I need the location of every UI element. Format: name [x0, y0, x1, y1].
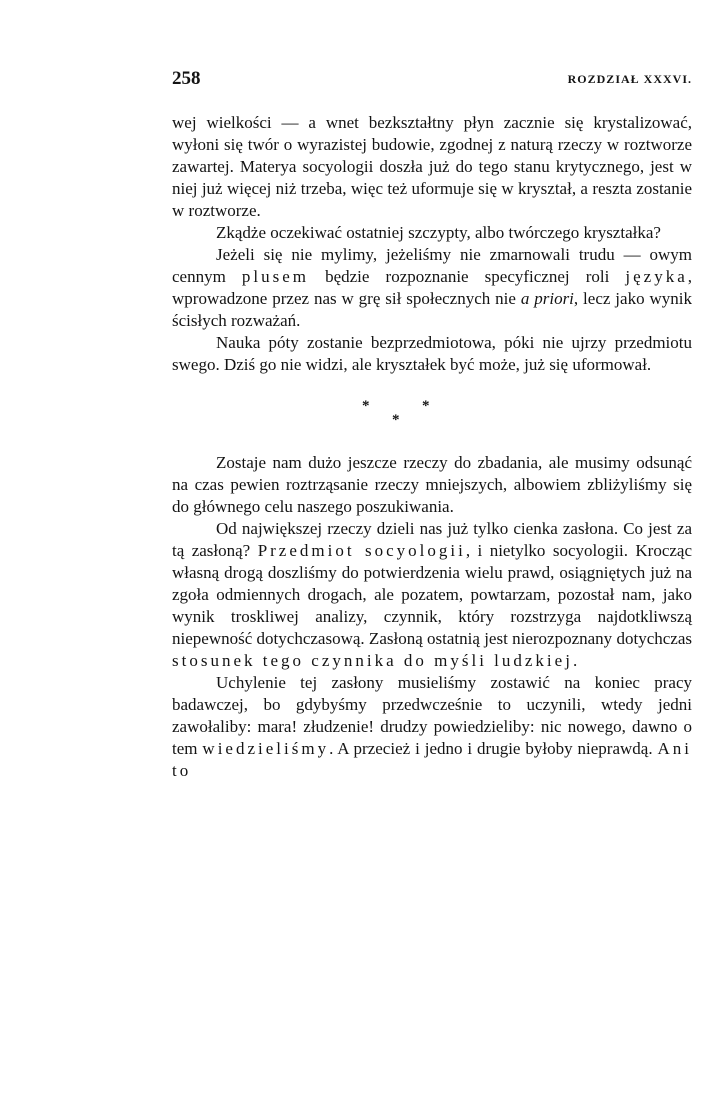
emphasis-wiedzielismy: wiedzieliśmy [202, 739, 330, 758]
asterism-star-left: * [362, 398, 370, 414]
paragraph-3-part-c: będzie rozpoznanie specyficznej roli [309, 267, 626, 286]
paragraph-3 [172, 244, 692, 332]
emphasis-ani-to: Ani to [172, 739, 692, 780]
section-break-asterism [172, 376, 692, 448]
paragraph-5: Zostaje nam dużo jeszcze rzeczy do zbadania, ale musimy odsunąć na czas pewien roztrząsanie rzeczy mniejszych, albowiem zbliżyliśmy się do głównego celu naszego poszukiwania. [172, 453, 692, 516]
page-header [172, 62, 692, 96]
asterism-star-right: * [422, 398, 430, 414]
emphasis-przedmiot-socyologii: Przedmiot socyologii [257, 541, 466, 560]
paragraph-6-part-c: , i nietylko socyologii. Krocząc własną drogą doszliśmy do potwierdzenia wielu prawd, osiągniętych już na zgoła odmiennych drogach, ale pozatem, powtarzam, pozostał nam, jako wynik troskliwej analizy, czynnik, który rozstrzyga najdotkliwszą niepewność dotychczasową. Zasłoną ostatnią jest nierozpoznany dotychczas [172, 541, 692, 648]
emphasis-plusem: plusem [241, 267, 310, 286]
paragraph-4: Nauka póty zostanie bezprzedmiotowa, póki nie ujrzy przedmiotu swego. Dziś go nie widzi, ale kryształek być może, już się uformował. [172, 333, 692, 374]
emphasis-jezyka: języka [625, 267, 688, 286]
paragraph-2: Zkądże oczekiwać ostatniej szczypty, albo twórczego kryształka? [216, 223, 661, 242]
running-head: ROZDZIAŁ XXXVI. [567, 72, 692, 86]
emphasis-stosunek: stosunek tego czynnika do myśli ludzkiej [172, 651, 573, 670]
section-2 [172, 452, 692, 782]
paragraph-7 [172, 672, 692, 782]
book-page [172, 62, 692, 782]
paragraph-7-part-c: . A przecież i jedno i drugie byłoby nieprawdą. [329, 739, 658, 758]
paragraph-3-part-a: Jeżeli się nie mylimy, jeżeliśmy nie zmarnowali trudu — owym cennym [172, 245, 692, 286]
paragraph-6-part-a: Od największej rzeczy dzieli nas już tylko cienka zasłona. Co jest za tą zasłoną? [172, 519, 692, 560]
paragraph-6-part-e: . [572, 651, 578, 670]
paragraph-7-part-a: Uchylenie tej zasłony musieliśmy zostawić na koniec pracy badawczej, bo gdybyśmy przedwcześnie to uczynili, wtedy jedni zawołaliby: mara! złudzenie! drudzy powiedzieliby: nic nowego, dawno o tem [172, 673, 692, 758]
asterism-star-bottom: * [392, 412, 400, 428]
italic-a-priori: a priori [520, 289, 574, 308]
paragraph-3-part-g: , lecz jako wynik ścisłych rozważań. [172, 289, 692, 330]
body-text [172, 112, 692, 782]
paragraph-1: wej wielkości — a wnet bezkształtny płyn zacznie się krystalizować, wyłoni się twór o wyrazistej budowie, zgodnej z naturą rzeczy w roztworze zawartej. Materya socyologii doszła już do tego stanu krytycznego, jest w niej już więcej niż trzeba, więc też uformuje się w kryształ, a reszta zostanie w roztworze. [172, 113, 692, 220]
page-number: 258 [172, 68, 201, 89]
paragraph-6 [172, 518, 692, 672]
paragraph-3-part-e: , wprowadzone przez nas w grę sił społecznych nie [172, 267, 692, 308]
